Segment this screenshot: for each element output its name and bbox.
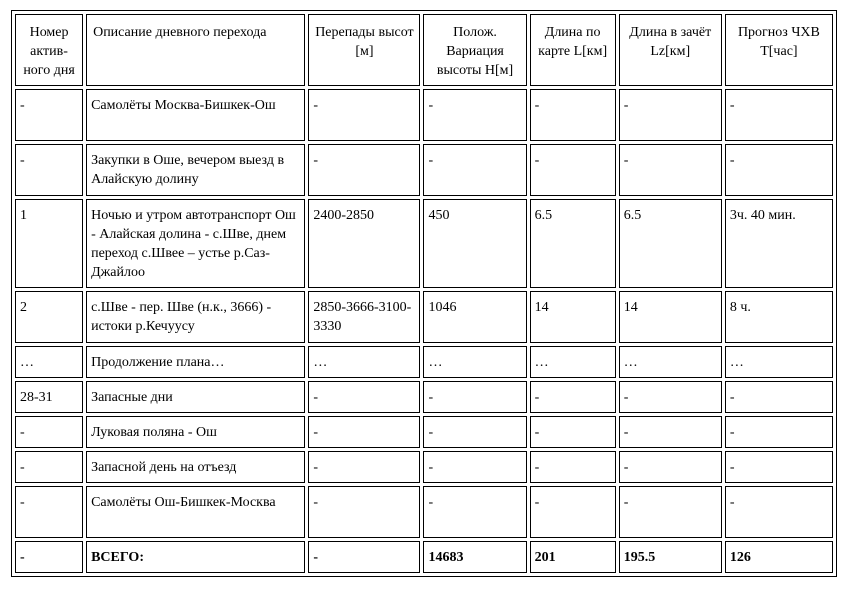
cell-total-map-length: 201 — [530, 541, 616, 573]
cell-day: - — [15, 486, 83, 538]
cell-elevation-drops: 2400-2850 — [308, 199, 420, 288]
cell-elevation-variation: - — [423, 416, 526, 448]
table-row — [15, 144, 833, 196]
cell-forecast-time: - — [725, 144, 833, 196]
cell-counted-length: … — [619, 346, 722, 378]
cell-map-length: - — [530, 144, 616, 196]
cell-counted-length: - — [619, 451, 722, 483]
cell-map-length: … — [530, 346, 616, 378]
cell-description: Ночью и утром автотранспорт Ош - Алайская долина - с.Шве, днем переход с.Швее – устье р.Саз-Джайлоо — [86, 199, 305, 288]
cell-description: Луковая поляна - Ош — [86, 416, 305, 448]
cell-map-length: 14 — [530, 291, 616, 343]
cell-forecast-time: - — [725, 486, 833, 538]
cell-description: Закупки в Оше, вечером выезд в Алайскую долину — [86, 144, 305, 196]
header-map-length: Длина по карте L[км] — [530, 14, 616, 86]
table-row — [15, 416, 833, 448]
table-header-row — [15, 14, 833, 86]
cell-elevation-drops: - — [308, 381, 420, 413]
cell-elevation-drops: - — [308, 144, 420, 196]
table-row — [15, 291, 833, 343]
cell-total-elevation-variation: 14683 — [423, 541, 526, 573]
header-counted-length: Длина в зачёт Lz[км] — [619, 14, 722, 86]
cell-counted-length: - — [619, 416, 722, 448]
cell-day: - — [15, 89, 83, 141]
header-elevation-drops: Перепады высот [м] — [308, 14, 420, 86]
cell-forecast-time: - — [725, 451, 833, 483]
cell-total-label: ВСЕГО: — [86, 541, 305, 573]
cell-forecast-time: - — [725, 89, 833, 141]
cell-elevation-drops: - — [308, 486, 420, 538]
cell-map-length: - — [530, 89, 616, 141]
cell-elevation-drops: - — [308, 89, 420, 141]
cell-map-length: - — [530, 381, 616, 413]
cell-counted-length: - — [619, 486, 722, 538]
cell-forecast-time: … — [725, 346, 833, 378]
cell-elevation-variation: … — [423, 346, 526, 378]
cell-day: - — [15, 144, 83, 196]
cell-elevation-drops: 2850-3666-3100-3330 — [308, 291, 420, 343]
cell-elevation-drops: - — [308, 416, 420, 448]
cell-forecast-time: 8 ч. — [725, 291, 833, 343]
cell-counted-length: 6.5 — [619, 199, 722, 288]
cell-elevation-drops: - — [308, 451, 420, 483]
cell-map-length: - — [530, 451, 616, 483]
cell-counted-length: - — [619, 144, 722, 196]
header-day-number: Номер актив-ного дня — [15, 14, 83, 86]
cell-forecast-time: - — [725, 381, 833, 413]
cell-map-length: - — [530, 486, 616, 538]
cell-description: Самолёты Ош-Бишкек-Москва — [86, 486, 305, 538]
header-elevation-variation: Полож. Вариация высоты H[м] — [423, 14, 526, 86]
cell-elevation-variation: - — [423, 144, 526, 196]
cell-description: Самолёты Москва-Бишкек-Ош — [86, 89, 305, 141]
cell-day: - — [15, 451, 83, 483]
cell-forecast-time: - — [725, 416, 833, 448]
header-description: Описание дневного перехода — [86, 14, 305, 86]
cell-map-length: - — [530, 416, 616, 448]
cell-day: - — [15, 541, 83, 573]
cell-total-forecast-time: 126 — [725, 541, 833, 573]
cell-day: 2 — [15, 291, 83, 343]
cell-description: Продолжение плана… — [86, 346, 305, 378]
cell-day: 28-31 — [15, 381, 83, 413]
cell-description: Запасные дни — [86, 381, 305, 413]
cell-counted-length: - — [619, 381, 722, 413]
cell-elevation-variation: - — [423, 451, 526, 483]
cell-day: … — [15, 346, 83, 378]
cell-elevation-variation: 1046 — [423, 291, 526, 343]
cell-description: с.Шве - пер. Шве (н.к., 3666) - истоки р.Кечуусу — [86, 291, 305, 343]
cell-elevation-variation: 450 — [423, 199, 526, 288]
cell-description: Запасной день на отъезд — [86, 451, 305, 483]
table-row — [15, 486, 833, 538]
cell-day: - — [15, 416, 83, 448]
cell-day: 1 — [15, 199, 83, 288]
table-total-row — [15, 541, 833, 573]
cell-counted-length: - — [619, 89, 722, 141]
table-row — [15, 381, 833, 413]
cell-elevation-variation: - — [423, 89, 526, 141]
header-forecast-time: Прогноз ЧХВ T[час] — [725, 14, 833, 86]
table-row — [15, 451, 833, 483]
table-row — [15, 89, 833, 141]
cell-counted-length: 14 — [619, 291, 722, 343]
cell-elevation-drops: - — [308, 541, 420, 573]
cell-elevation-variation: - — [423, 486, 526, 538]
cell-map-length: 6.5 — [530, 199, 616, 288]
cell-forecast-time: 3ч. 40 мин. — [725, 199, 833, 288]
cell-elevation-drops: … — [308, 346, 420, 378]
table-row — [15, 199, 833, 288]
table-row — [15, 346, 833, 378]
route-plan-table — [11, 10, 837, 577]
cell-total-counted-length: 195.5 — [619, 541, 722, 573]
cell-elevation-variation: - — [423, 381, 526, 413]
